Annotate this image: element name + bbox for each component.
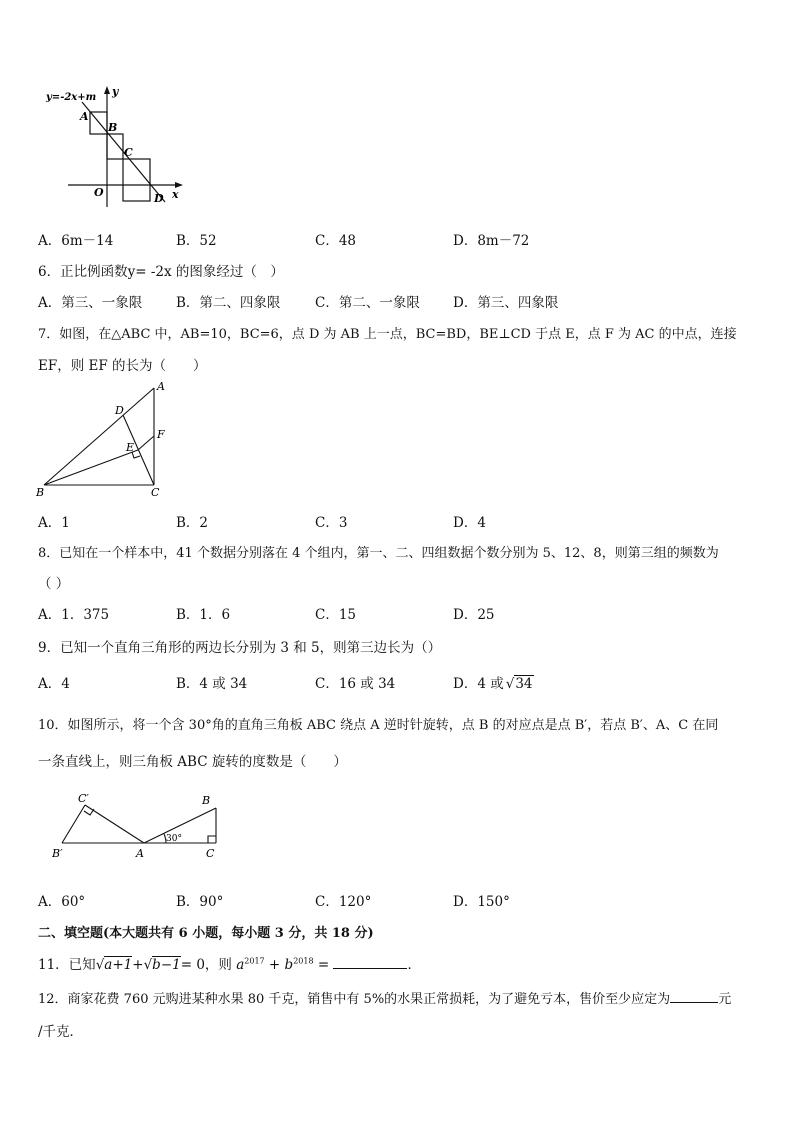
- tri-label-e: E: [126, 441, 135, 454]
- tri-label-c: C: [151, 486, 160, 499]
- tri-label-a: A: [157, 380, 165, 393]
- figure-triangle-abc: [34, 378, 174, 500]
- q6-option-c: C．第二、一象限: [315, 295, 420, 311]
- q8-stem-line2: （ ）: [38, 576, 70, 592]
- q12-unit: 元: [718, 992, 732, 1007]
- x-axis-label: x: [172, 188, 179, 201]
- q11-prefix: 11．已知: [38, 957, 96, 973]
- q6-stem: 6．正比例函数y= -2x 的图象经过（ ）: [38, 264, 284, 280]
- origin-label: O: [94, 186, 104, 199]
- q11-plus: +: [132, 957, 144, 973]
- q10-stem-line1: 10．如图所示，将一个含 30°角的直角三角板 ABC 绕点 A 逆时针旋转，点 B 的对应点是点 B′，若点 B′、A、C 在同: [38, 718, 719, 733]
- sqrt-symbol: √34: [505, 676, 533, 692]
- q6-option-d: D．第三、四象限: [453, 295, 559, 311]
- q8-option-c: C．15: [315, 607, 357, 623]
- q11-var-a: a: [236, 957, 245, 973]
- sqrt-symbol: √b−1: [143, 957, 181, 973]
- q7-option-d: D．4: [453, 515, 486, 531]
- q12-text: 12．商家花费 760 元购进某种水果 80 千克，销售中有 5%的水果正常损耗，为了避免亏本，售价至少应定为: [38, 992, 671, 1007]
- q8-option-d: D．25: [453, 607, 495, 623]
- point-c-label: C: [124, 146, 133, 159]
- q5-option-c: C．48: [315, 233, 357, 249]
- q6-option-b: B．第二、四象限: [176, 295, 281, 311]
- q11-var-b: b: [284, 957, 294, 973]
- q9-option-c: C．16 或 34: [315, 676, 396, 692]
- point-d-label: D: [154, 192, 164, 205]
- q10-option-c: C．120°: [315, 894, 372, 910]
- q11-tail: ．: [407, 957, 421, 973]
- tri-label-d: D: [115, 404, 124, 417]
- q5-option-d: D．8m－72: [453, 233, 530, 249]
- q12-answer-blank[interactable]: [670, 990, 718, 1003]
- q6-option-a: A．第三、一象限: [38, 295, 143, 311]
- q9-option-d: [453, 672, 534, 692]
- q8-option-a: A．1．375: [38, 607, 110, 623]
- q12-stem-line1: [38, 988, 731, 1007]
- q11-equals-zero: = 0，则: [180, 957, 232, 973]
- q8-stem-line1: 8．已知在一个样本中，41 个数据分别落在 4 个组内，第一、二、四组数据个数分别为 5、12、8，则第三组的频数为: [38, 546, 719, 561]
- q10-option-a: A．60°: [38, 894, 86, 910]
- rot-label-c-prime: C′: [78, 792, 89, 805]
- q8-option-b: B．1．6: [176, 607, 231, 623]
- y-axis-label: y: [112, 85, 119, 98]
- q7-stem-line1: 7．如图，在△ABC 中，AB=10，BC=6，点 D 为 AB 上一点，BC=BD，BE⊥CD 于点 E，点 F 为 AC 的中点，连接: [38, 327, 737, 342]
- q5-option-a: A．6m－14: [38, 233, 114, 249]
- rot-label-c: C: [206, 847, 215, 860]
- q11-radicand-1: a+1: [104, 957, 133, 973]
- rot-angle-label: 30°: [166, 834, 182, 844]
- q11-answer-blank[interactable]: [333, 956, 407, 969]
- sqrt-radicand: 34: [515, 676, 533, 692]
- point-b-label: B: [108, 121, 118, 134]
- q11-stem: 11．已知√a+1+√b−1= 0，则 $a^{2017} + b^{2018}$ = ．: [38, 956, 421, 973]
- q7-stem-line2: EF，则 EF 的长为（ ）: [38, 358, 207, 374]
- q11-exp-2018: 2018: [293, 956, 314, 966]
- q9-option-a: A．4: [38, 676, 70, 692]
- q10-stem-line2: 一条直线上，则三角板 ABC 旋转的度数是（ ）: [38, 754, 347, 770]
- rot-label-b: B: [202, 794, 211, 807]
- q11-exp-2017: 2017: [244, 956, 265, 966]
- q12-stem-line2: /千克．: [38, 1024, 84, 1040]
- section-heading-fill-in: 二、填空题(本大题共有 6 小题，每小题 3 分，共 18 分): [38, 926, 374, 941]
- tri-label-b: B: [36, 486, 45, 499]
- q9-option-b: B．4 或 34: [176, 676, 248, 692]
- q5-option-b: B．52: [176, 233, 217, 249]
- figure-rotated-triangle: [52, 790, 232, 862]
- q7-option-a: A．1: [38, 515, 70, 531]
- q11-radicand-2: b−1: [152, 957, 181, 973]
- rot-label-b-prime: B′: [52, 847, 63, 860]
- q9-stem: 9．已知一个直角三角形的两边长分别为 3 和 5，则第三边长为（）: [38, 640, 442, 656]
- q10-option-d: D．150°: [453, 894, 510, 910]
- q7-option-b: B．2: [176, 515, 209, 531]
- tri-label-f: F: [157, 428, 165, 441]
- function-equation-label: y=-2x+m: [46, 92, 97, 103]
- figure-function-graph: [40, 82, 190, 212]
- rot-label-a: A: [136, 847, 144, 860]
- q10-option-b: B．90°: [176, 894, 224, 910]
- sqrt-symbol: √a+1: [95, 957, 133, 973]
- q7-option-c: C．3: [315, 515, 348, 531]
- q9-option-d-text: D．4 或: [453, 676, 504, 692]
- point-a-label: A: [80, 110, 89, 123]
